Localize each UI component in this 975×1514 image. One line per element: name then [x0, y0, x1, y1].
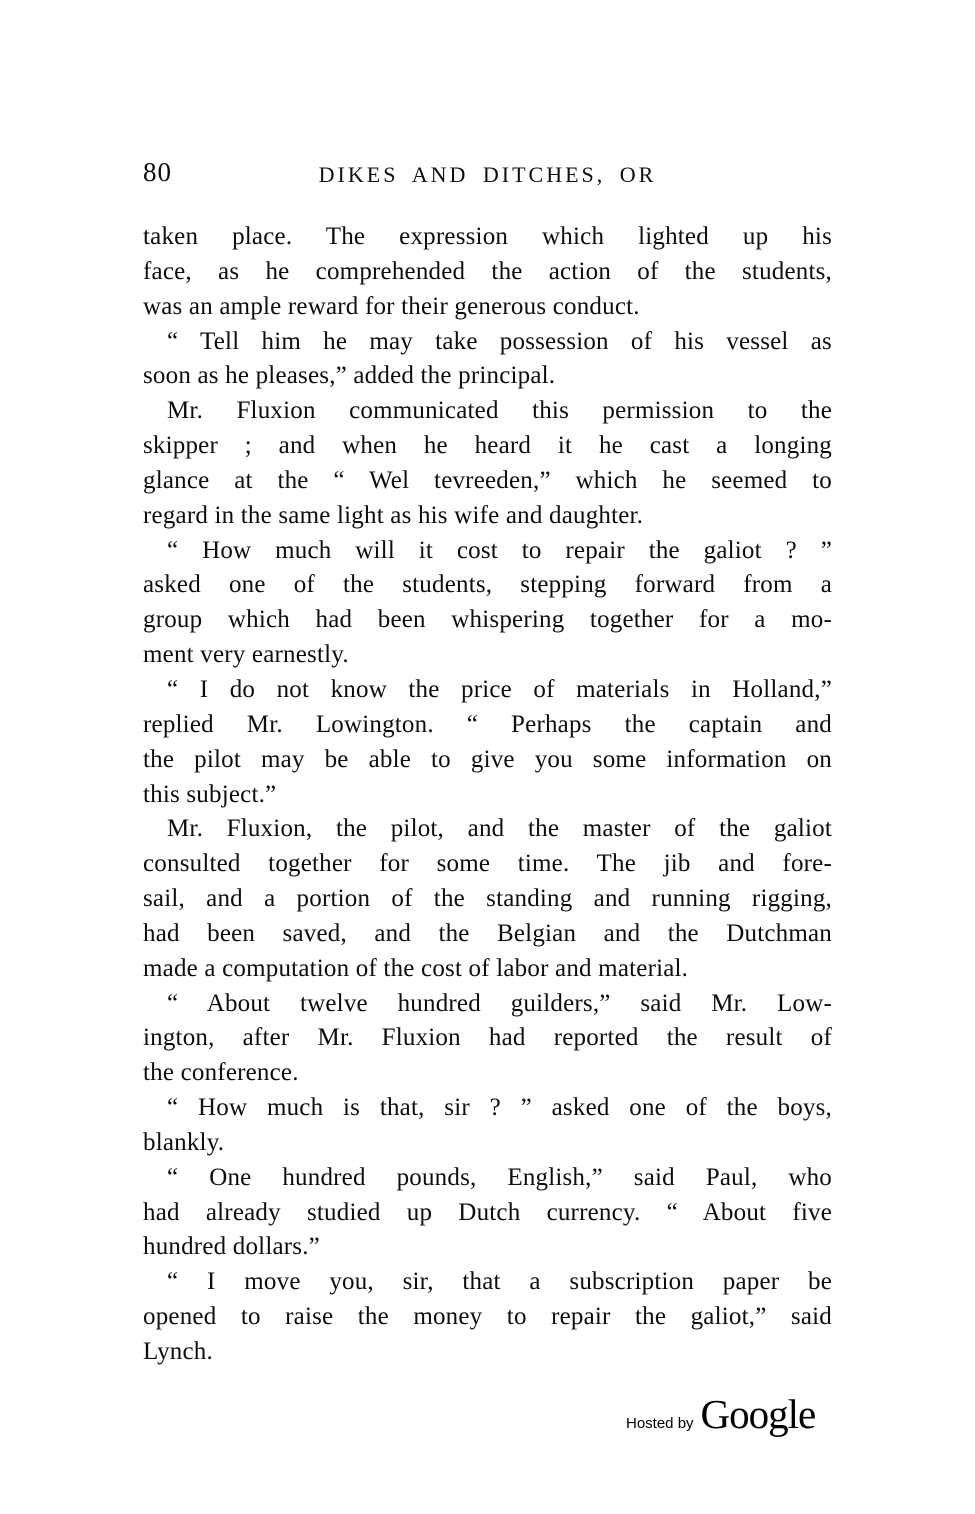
- text-line: “ One hundred pounds, English,” said Paul, who: [167, 1163, 832, 1191]
- hosted-by-label: Hosted by: [626, 1415, 694, 1432]
- text-line: Lynch.: [143, 1338, 213, 1365]
- text-line: made a computation of the cost of labor and material.: [143, 954, 689, 982]
- text-line: opened to raise the money to repair the galiot,” said: [143, 1303, 832, 1331]
- text-line: “ I do not know the price of materials in Holland,”: [167, 675, 832, 703]
- text-line: had been saved, and the Belgian and the Dutchman: [143, 919, 832, 947]
- text-line: “ Tell him he may take possession of his vessel as: [167, 327, 832, 355]
- text-line: ment very earnestly.: [143, 641, 349, 669]
- text-line: was an ample reward for their generous conduct.: [143, 292, 640, 320]
- text-line: consulted together for some time. The jib and fore-: [143, 850, 832, 878]
- text-line: sail, and a portion of the standing and running rigging,: [143, 885, 832, 913]
- text-line: “ How much is that, sir ? ” asked one of the boys,: [167, 1094, 832, 1122]
- text-line: the pilot may be able to give you some information on: [143, 745, 832, 773]
- text-line: Mr. Fluxion communicated this permission to the: [167, 397, 832, 425]
- google-watermark: [626, 1390, 815, 1438]
- text-line: asked one of the students, stepping forward from a: [143, 571, 832, 599]
- text-line: taken place. The expression which lighted up his: [143, 223, 832, 250]
- text-line: “ How much will it cost to repair the galiot ? ”: [167, 536, 832, 564]
- text-line: the conference.: [143, 1059, 299, 1087]
- google-logo: Google: [700, 1391, 816, 1437]
- text-line: face, as he comprehended the action of the students,: [143, 257, 832, 285]
- page-header: [143, 156, 832, 192]
- text-line: soon as he pleases,” added the principal.: [143, 362, 556, 390]
- text-line: group which had been whispering together for a mo-: [143, 606, 832, 634]
- text-line: had already studied up Dutch currency. “ About five: [143, 1198, 832, 1226]
- text-line: replied Mr. Lowington. “ Perhaps the captain and: [143, 710, 832, 738]
- text-line: “ About twelve hundred guilders,” said Mr. Low-: [167, 989, 832, 1017]
- running-header-title: DIKES AND DITCHES, OR: [318, 162, 657, 187]
- text-line: Mr. Fluxion, the pilot, and the master of the galiot: [167, 815, 832, 843]
- text-line: hundred dollars.”: [143, 1233, 320, 1261]
- text-line: regard in the same light as his wife and daughter.: [143, 501, 644, 529]
- text-line: “ I move you, sir, that a subscription paper be: [167, 1268, 832, 1296]
- body-text: [143, 220, 832, 1370]
- text-line: glance at the “ Wel tevreeden,” which he seemed to: [143, 466, 832, 494]
- text-line: skipper ; and when he heard it he cast a longing: [143, 432, 832, 460]
- text-line: ington, after Mr. Fluxion had reported the result of: [143, 1024, 832, 1052]
- text-line: this subject.”: [143, 780, 277, 808]
- text-line: blankly.: [143, 1128, 225, 1156]
- page-number: 80: [143, 157, 172, 187]
